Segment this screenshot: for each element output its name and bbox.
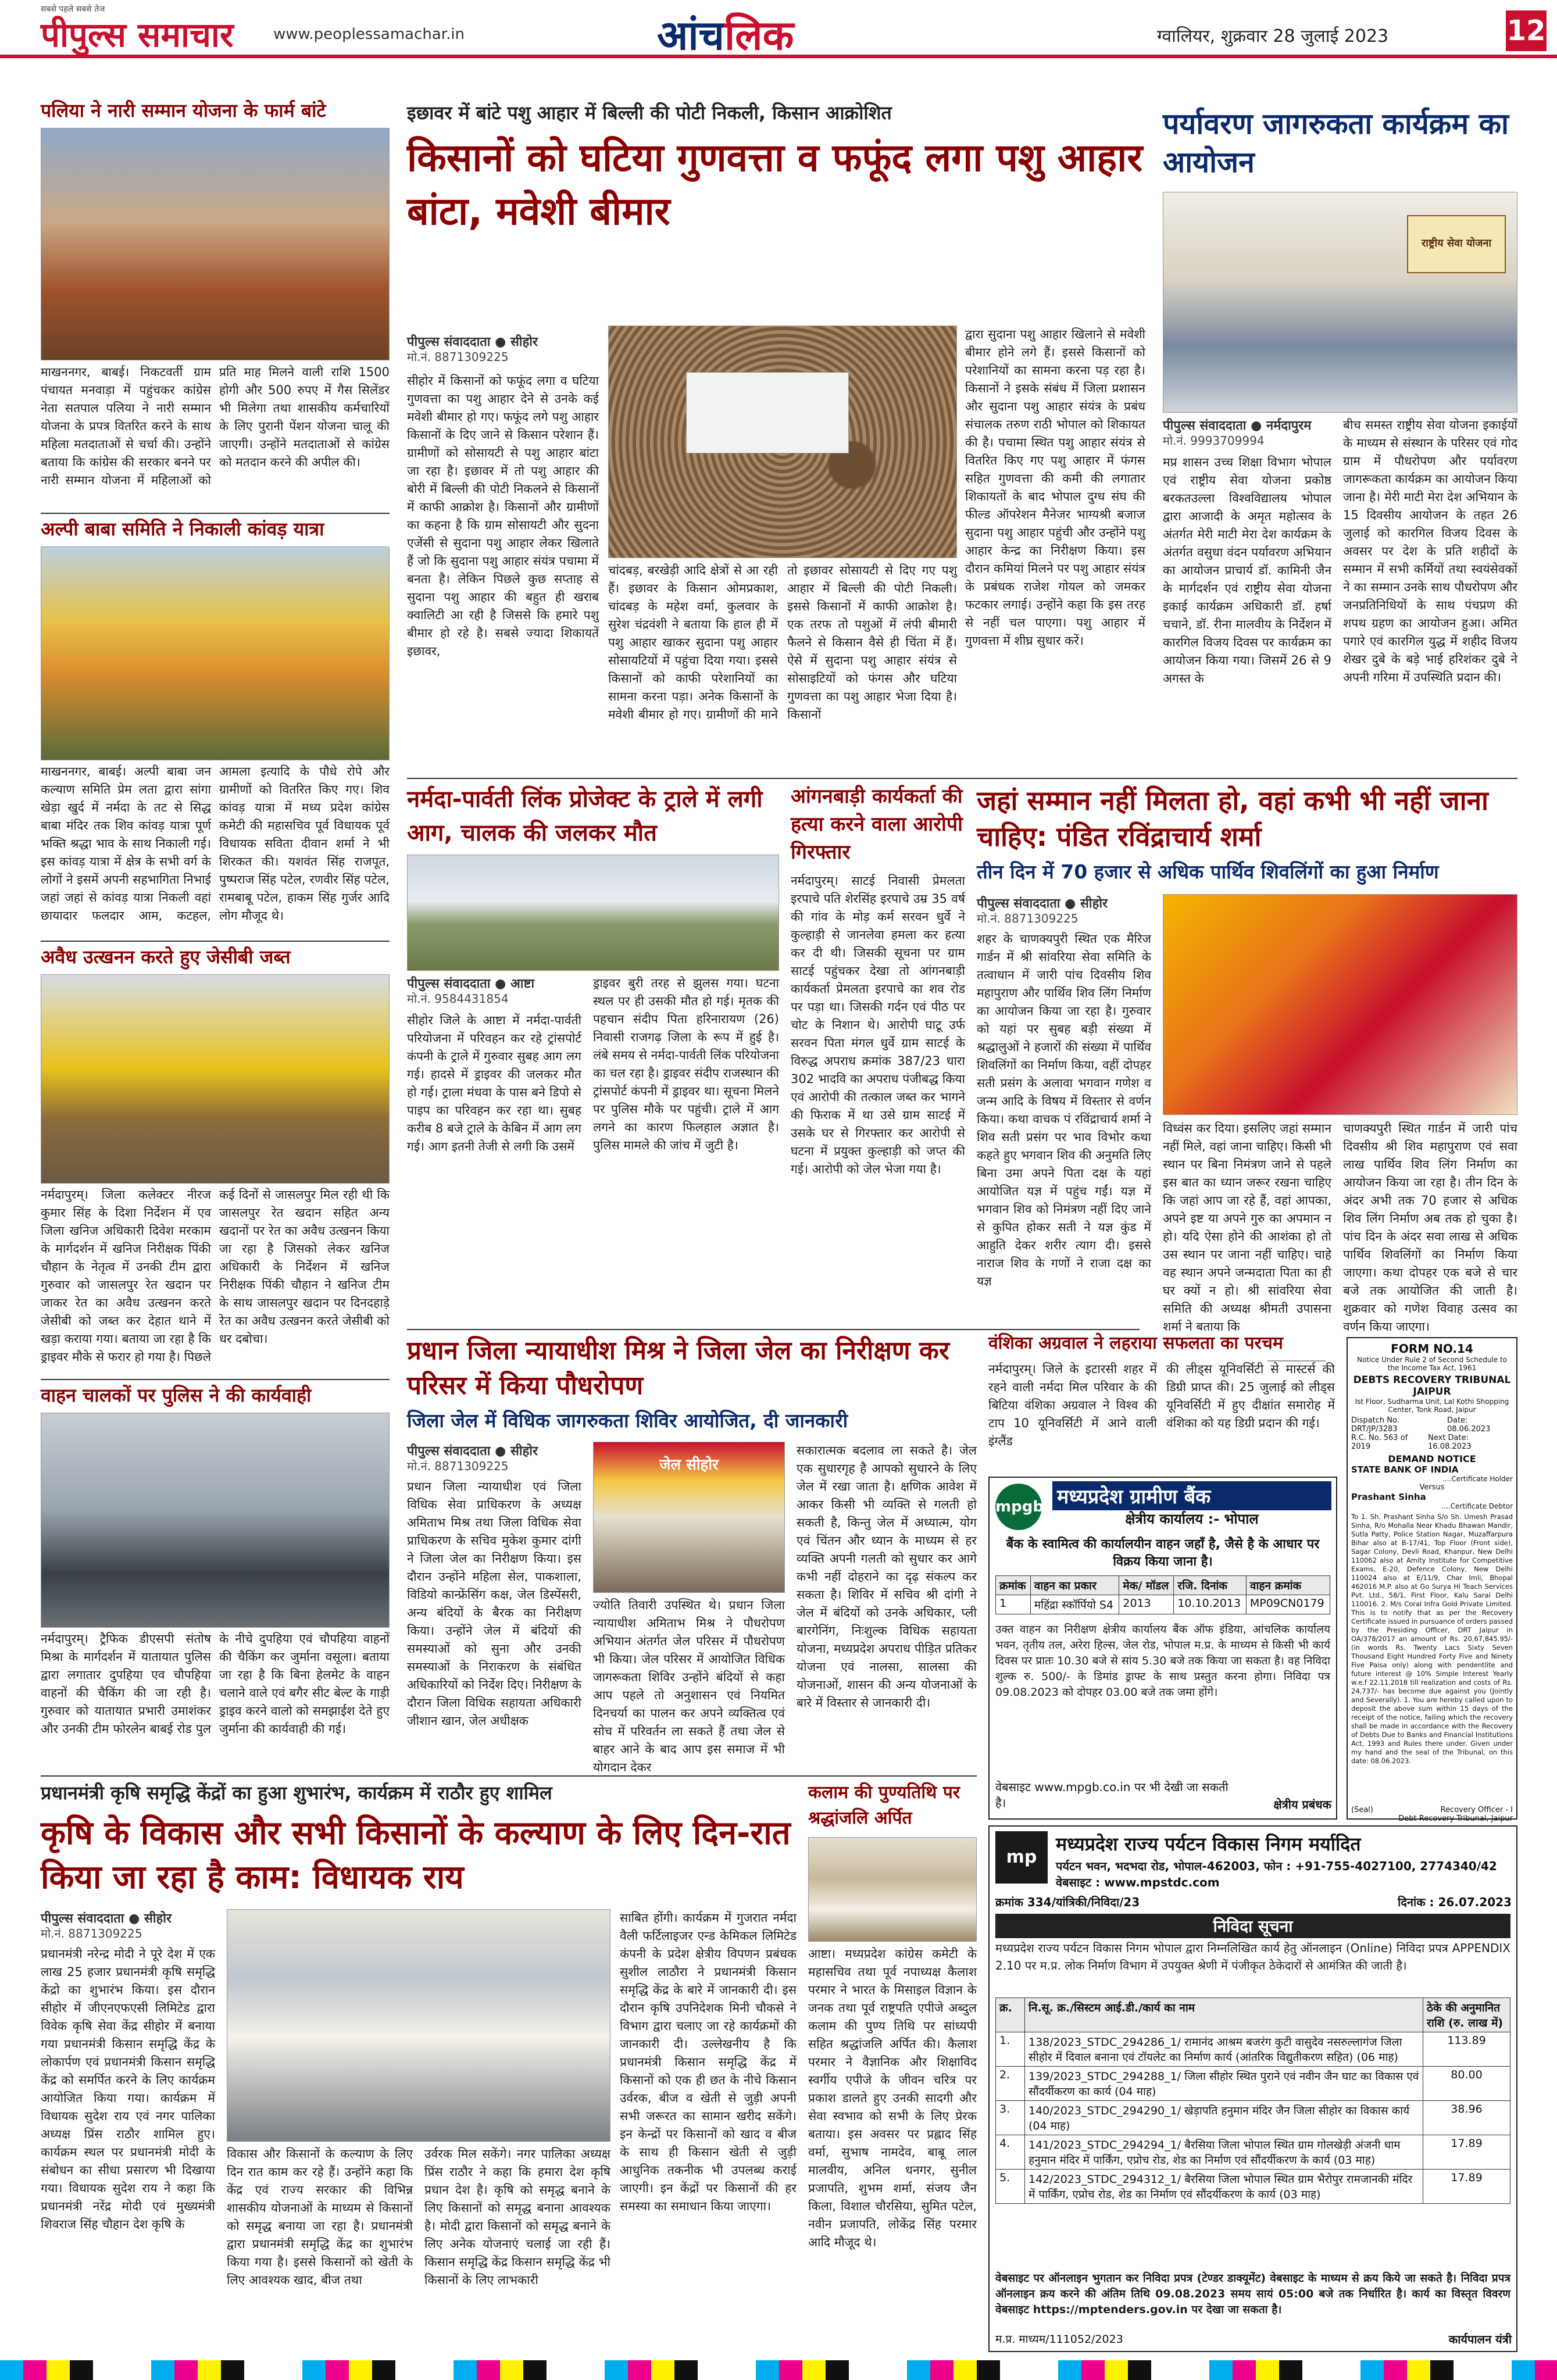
tourism-cell: 5. — [996, 2170, 1025, 2204]
photo-kalam-tribute — [808, 1837, 977, 1942]
tourism-mp: म.प्र. माध्यम/111052/2023 — [995, 2333, 1123, 2346]
subhead-shiv: तीन दिन में 70 हजार से अधिक पार्थिव शिवलिंगों का हुआ निर्माण — [977, 860, 1439, 883]
bank-col: क्रमांक — [996, 1576, 1031, 1595]
drt-dispatch: Dispatch No. DRT/JP/3283 — [1351, 1416, 1399, 1434]
tourism-col: क्र. — [996, 1998, 1025, 2032]
bank-col: मेक/ मॉडल — [1119, 1576, 1174, 1595]
divider — [41, 513, 390, 514]
tourism-col: ठेके की अनुमानित राशि (रु. लाख में) — [1423, 1998, 1510, 2032]
tourism-notice-title: निविदा सूचना — [995, 1914, 1510, 1938]
body-main-3: द्वारा सुदाना पशु आहार खिलाने से मवेशी बीमार होने लगे हैं। इससे किसानों को परेशानियों का सामना करना पड़ रहा है। किसानों ने इसके संबंध में जिला प्रशासन और सुदाना पशु आहार संयंत्र के प्रबंध संचालक तरुण राठी भोपाल को शिकायत की है। पचामा स्थित पशु आहार संयंत्र से वितरित किए गए पशु आहार में फंगस सहित गुणवत्ता की कमी की लगातार शिकायतों के बाद भोपाल दुग्ध संघ की फील्ड ऑपरेशन मैनेजर भाग्यश्री बजाज सुदाना पशु आहार पहुंची और उन्होंने पशु आहार केन्द्र का निरीक्षण किया। इस दौरान कमियां मिलने पर पशु आहार संयंत्र के प्रबंधक राजेश गोयल को जमकर फटकार लगाई। उन्होंने कहा कि इस तरह से नहीं चल पाएगा। पशु आहार में गुणवत्ता में शीघ्र सुधार करें। — [965, 327, 1145, 648]
bank-col: वाहन का प्रकार — [1030, 1576, 1119, 1595]
mobile-env: मो.नं. 9993709994 — [1163, 434, 1265, 448]
headline-s1: पलिया ने नारी सम्मान योजना के फार्म बांटे — [41, 99, 326, 121]
bank-subtitle: क्षेत्रीय कार्यालय :- भोपाल — [1125, 1511, 1259, 1527]
table-row — [996, 2032, 1510, 2067]
body-kalam: आष्टा। मध्यप्रदेश कांग्रेस कमेटी के महासचिव तथा पूर्व नपाध्यक्ष कैलाश परमार ने भारत के मिसाइल विज्ञान के जनक तथा पूर्व राष्ट्रपति एपीजे अब्दुल कलाम की पुण्य तिथि पर सांध्यपी सहित श्रद्धांजलि अर्पित की। कैलाश परमार ने वैज्ञानिक और शिक्षाविद स्वर्गीय एपीजे के जीवन चरित्र पर प्रकाश डालते हुए उनकी सादगी और सेवा स्वभाव को सभी के लिए प्रेरक बताया। इस अवसर पर प्रह्लाद सिंह वर्मा, सुभाष नामदेव, बाबू लाल मालवीय, अनिल धनगर, सुनील प्रजापति, शुभम शर्मा, संजय जैन किला, विशाल चौरसिया, सुमित पटेल, नवीन प्रजापति, लोकेंद्र सिंह परमार आदि मौजूद थे। — [808, 1947, 977, 2249]
drt-demand: DEMAND NOTICE — [1388, 1453, 1476, 1464]
drt-body: To 1. Sh. Prashant Sinha S/o Sh. Umesh Prasad Sinha, R/o Mohalla Near Khadu Bhawan Mandir, Sutla Patty, Police Station Nagar, Muzaffarpura Bihar also at B-17/41, Top Floor (Front side), Sagar Colony, Devli Road, Khanpur, New Delhi 110062 also at Amity Institute for Competitive Exams, E-20, Defence Colony, New Delhi 110024 also at E/11/9, Char Imli, Bhopal 462016 M.P. also at Go Surya Hi Teach Services Pvt. Ltd., 58/1, First Floor, Kalu Sarai Delhi 110016. 2. M/s Coral Infra Gold Private Limited. This is to notify that as per the Recovery Certificate issued in pursuance of orders passed by the Presiding Officer, DRT Jaipur in OA/378/2017 an amount of Rs. 20,67,845.95/- (in words Rs. Twenty Lacs Sixty Seven Thousand Eight Hundred Forty Five and Ninety Five Paisa only) along with pendentlite and future interest @ 10% Simple Interest Yearly w.e.f 22.11.2018 till realization and costs of Rs. 24,737/- has become due against you (Jointly and Severally). 1. You are hereby called upon to deposit the above sum within 15 days of the receipt of the notice, failing which the recovery shall be made in accordance with the Recovery of Debts Due to Banks and Financial Institutions Act, 1993 and Rules there under. Given under my hand and the seal of the Tribunal, on this date: 08.06.2023. — [1351, 1513, 1513, 1765]
byline-env: पीपुल्स संवाददाता ● नर्मदापुरम — [1163, 419, 1312, 433]
bank-footer: वेबसाइट www.mpgb.co.in पर भी देखी जा सकती है। — [995, 1780, 1229, 1810]
drt-certholder: ....Certificate Holder — [1442, 1475, 1513, 1483]
body-anganwadi: नर्मदापुरम्। साटई निवासी प्रेमलता इरपाचे पति शेरसिंह इरपाचे उम्र 35 वर्ष की गांव के मोड़ कर्म सरवन धुर्वे ने कुल्हाड़ी से जानलेवा हमला कर हत्या कर दी थी। जिसकी सूचना पर ग्राम साटई पहुंचकर देखा तो आंगनबाड़ी कार्यकर्ता प्रेमलता इरपाचे का शव रोड पर पड़ा था। जिसकी गर्दन एवं पीठ पर चोट के निशान थे। आरोपी घाटू उर्फ सरवन पिता मंगल धुर्वे ग्राम साटई के विरुद्ध अपराध क्रमांक 387/23 धारा 302 भादवि का अपराध पंजीबद्ध किया एवं आरोपी की तत्काल जब्त कर भागने की फिराक में था उसे ग्राम साटई में उसके घर से गिरफ्तार कर आरोपी से घटना में प्रयुक्त कुल्हाड़ी को जप्त की गई। आरोपी को जेल भेजा गया है। — [791, 874, 965, 1176]
headline-kalam: कलाम की पुण्यतिथि पर श्रद्धांजलि अर्पित — [808, 1782, 960, 1828]
headline-s3: अवैध उत्खनन करते हुए जेसीबी जब्त — [41, 946, 291, 968]
mobile-canal: मो.नं. 9584431854 — [407, 992, 509, 1006]
body-vanshika-2: की लीड्स यूनिवर्सिटी से मास्टर्स की डिग्री प्राप्त की। 25 जुलाई को लीड्स यूनिवर्सिटी में हुए दीक्षांत समारोह में वंशिका को यह डिग्री प्रदान की गई। — [1166, 1362, 1335, 1430]
mobile-court: मो.नं. 8871309225 — [407, 1459, 509, 1473]
tourism-ref: क्रमांक 334/यांत्रिकी/निविदा/23 — [995, 1895, 1140, 1909]
body-shiv-2: विध्वंस कर दिया। इसलिए जहां सम्मान नहीं मिले, वहां जाना चाहिए। किसी भी स्थान पर बिना निमंत्रण जाने से पहले इस बात का ध्यान जरूर रखना चाहिए कि जहां आप जा रहे हैं, वहां आपका, अपने इष्ट या अपने गुरु का अपमान न हो। यदि ऐसा होने की आशंका हो तो उस स्थान पर जाना नहीं चाहिए। चाहे वह स्थान अपने जन्मदाता पिता का ही घर क्यों न हो। श्री सांवरिया सेवा समिति की अध्यक्ष श्रीमती उपासना शर्मा ने बताया कि — [1163, 1121, 1331, 1334]
body-main-2: चांदबड़, बरखेड़ी आदि क्षेत्रों से आ रही हैं। इछावर के किसान ओमप्रकाश, चांदबड़ के महेश वर्मा, कुलवार के सुरेश चंद्रवंशी ने बताया कि हाल ही में पशु आहार खाकर सुदाना पशु आहार सोसायटियों में पहुंचा दिया गया। इससे किसानों को काफी परेशानियों का सामना करना पड़ा। अनेक किसानों के मवेशी बीमार हो गए। ग्रामीणों की माने तो इछावर सोसायटी से दिए गए पशु आहार में बिल्ली की पोटी निकली। इससे किसानों में काफी आक्रोश है। एक तरफ तो पशुओं में लंपी बीमारी फैलने से किसान वैसे ही चिंता में हैं। ऐसे में सुदाना पशु आहार संयंत्र से सोसाइटियों को फंगस और घटिया गुणवत्ता का पशु आहार भेजा दिया है। किसानों — [608, 563, 957, 721]
photo-kanwar-yatra — [41, 546, 390, 760]
body-court-1: प्रधान जिला न्यायाधीश एवं जिला विधिक सेवा प्राधिकरण के अध्यक्ष अमिताभ मिश्र तथा जिला विधिक सेवा प्राधिकरण के सचिव मुकेश कुमार दांगी ने जिला जेल का निरीक्षण किया। इस दौरान उन्होंने महिला सेल, पाकशाला, विडियो कान्फ्रेंसिंग कक्ष, जेल डिस्पेंसरी, अन्य बंदियों के बैरक का निरीक्षण किया। उन्होंने जेल में बंदियों की समस्याओं को सुना और उनकी समस्याओं के निराकरण के संबंधित अधिकारियों को निर्देश दिए। निरीक्षण के दौरान जिला विधिक सहायता अधिकारी जीशान खान, जेल अधीक्षक — [407, 1480, 581, 1728]
dateline: ग्वालियर, शुक्रवार 28 जुलाई 2023 — [1157, 26, 1389, 47]
photo-jcb-seized — [41, 974, 390, 1184]
tourism-cell: 3. — [996, 2101, 1025, 2135]
tourism-cell: 140/2023_STDC_294290_1/ खेड़ापति हनुमान मंदिर जैन जिला सीहोर का विकास कार्य (04 माह) — [1025, 2101, 1423, 2135]
body-s2: माखननगर, बाबई। अल्पी बाबा जन कल्याण समिति प्रेम लता द्वारा सांगा खेड़ा खुर्द में नर्मदा के तट से सिद्ध बाबा मंदिर तक शिव कांवड़ यात्रा पूर्ण भक्ति श्रद्धा भाव के साथ निकाली गई। इस कांवड़ यात्रा में क्षेत्र के सभी वर्ग के लोगों ने इसमें अपनी सहभागिता निभाई जहां जहां से कांवड़ यात्रा निकली वहां छायादार फलदार आम, कटहल, आमला इत्यादि के पौधे रोपे और ग्रामीणों को वितरित किए गए। शिव कांवड़ यात्रा में मध्य प्रदेश कांग्रेस कमेटी की महासचिव पूर्व विधायक पूर्व विधायक सविता दीवान शर्मा ने भी शिरकत की। यशवंत सिंह राजपूत, पुष्पराज सिंह पटेल, रणवीर सिंह पटेल, रामबाबू पटेल, हाकम सिंह गुर्जर आदि लोग मौजूद थे। — [41, 764, 390, 923]
page-number: 12 — [1506, 10, 1547, 51]
section-title-b: लिक — [724, 12, 794, 59]
tourism-cell: 2. — [996, 2067, 1025, 2101]
tourism-table — [995, 1997, 1510, 2204]
drt-date: Date: 08.06.2023 — [1447, 1416, 1491, 1434]
drt-form: FORM NO.14 — [1391, 1342, 1473, 1356]
divider — [407, 778, 1517, 779]
drt-office: Debt Recovery Tribunal, Jaipur — [1398, 1814, 1513, 1823]
subhead-court: जिला जेल में विधिक जागरुकता शिविर आयोजित, दी जानकारी — [407, 1409, 848, 1432]
body-krishi-3: उर्वरक मिल सकेंगे। नगर पालिका अध्यक्ष प्रिंस राठौर ने कहा कि हमारा देश कृषि प्रधान देश है। कृषि को समृद्ध बनाने के लिए किसानों को समृद्ध बनाना आवश्यक है। मोदी द्वारा किसानों को समृद्ध बनाने के लिए अनेक योजनाएं चलाई जा रही हैं। किसान समृद्धि केंद्र किसान समृद्धि केंद्र भी किसानों के लिए लाभकारी — [424, 2147, 610, 2287]
bank-title: मध्यप्रदेश ग्रामीण बैंक — [1052, 1481, 1331, 1510]
headline-s4: वाहन चालकों पर पुलिस ने की कार्यवाही — [41, 1384, 312, 1406]
tourism-cell: 139/2023_STDC_294288_1/ जिला सीहोर स्थित पुराने एवं नवीन जैन घाट का विकास एवं सौंदर्यीकरण का कार्य (04 माह) — [1025, 2067, 1423, 2101]
website-link[interactable]: www.peoplessamachar.in — [273, 26, 465, 43]
drt-rc: R.C. No. 563 of 2019 — [1351, 1434, 1408, 1451]
drt-debtor: Prashant Sinha — [1351, 1492, 1426, 1502]
bank-cell: महिंद्रा स्कॉर्पियो S4 — [1030, 1595, 1119, 1614]
table-row — [996, 2101, 1510, 2135]
drt-sign: Recovery Officer - I — [1440, 1806, 1513, 1814]
masthead-tagline: सबसे पहले सबसे तेज — [41, 5, 105, 14]
table-row — [996, 2067, 1510, 2101]
tourism-cell: 4. — [996, 2135, 1025, 2170]
kicker-main: इछावर में बांटे पशु आहार में बिल्ली की पोटी निकली, किसान आक्रोशित — [407, 102, 892, 124]
headline-s2: अल्पी बाबा समिति ने निकाली कांवड़ यात्रा — [41, 518, 324, 540]
tourism-website[interactable]: वेबसाइट : www.mpstdc.com — [1056, 1875, 1220, 1889]
masthead: पीपुल्स समाचार — [41, 15, 234, 55]
byline-krishi: पीपुल्स संवाददाता ● सीहोर — [41, 1911, 172, 1926]
body-shiv-1: शहर के चाणक्यपुरी स्थित एक मैरिज गार्डन में श्री सांवरिया सेवा समिति के तत्वाधान में जारी पांच दिवसीय शिव महापुराण और पार्थिव शिव लिंग निर्माण का आयोजन किया जा रहा है। गुरुवार को यहां पर सुबह बड़ी संख्या में श्रद्धालुओं ने हजारों की संख्या में पार्थिव शिवलिंगों का निर्माण किया, वहीं दोपहर सती प्रसंग के अलावा भगवान गणेश व जन्म आदि के विषय में विस्तार से वर्णन किया। कथा वाचक पं रविंद्राचार्य शर्मा ने शिव सती प्रसंग पर भाव विभोर कथा कहते हुए भगवान शिव की अनुमति लिए बिना उमा अपने पिता दक्ष के यहां आयोजित यज्ञ में पहुंच गईं। यज्ञ में भगवान शिव को निमंत्रण नहीं दिए जाने से कुपित होकर सती ने यज्ञ कुंड में आहुति देकर शरीर त्याग दी। इससे नाराज शिव के गणों ने राजा दक्ष का यज्ञ — [977, 932, 1151, 1288]
tourism-cell: 80.00 — [1423, 2067, 1510, 2101]
photo-burnt-truck — [407, 855, 779, 971]
body-main-1: सीहोर में किसानों को फफूंद लगा व घटिया गुणवत्ता का पशु आहार देने से उनके कई मवेशी बीमार हो गए। फफूंद लगे पशु आहार किसानों के दिए जाने से किसान परेशान हैं। ग्रामीणों को सोसायटी से पशु आहार बांटा जा रहा है। इछावर में तो पशु आहार की बोरी में बिल्ली की पोटी निकलने से किसानों में काफी आक्रोश है। किसानों और ग्रामीणों का कहना है कि ग्राम सोसायटी और सुदना एजेंसी से सुदाना पशु आहार लेकर खिलाते हैं जो कि सुदाना पशु आहार संयंत्र पचामा में बनता है। लेकिन पिछले कुछ सप्ताह से सुदाना पशु आहार की बहुत ही खराब क्वालिटी आ रही है जिससे कि हमारे पशु बीमार हो रहे है। सबसे ज्यादा शिकायतें इछावर, — [407, 374, 599, 658]
tourism-cell: 17.89 — [1423, 2135, 1510, 2170]
tourism-cell: 38.96 — [1423, 2101, 1510, 2135]
headline-env: पर्यावरण जागरुकता कार्यक्रम का आयोजन — [1163, 107, 1509, 179]
bank-cell: 2013 — [1119, 1595, 1174, 1614]
drt-seal: (Seal) — [1351, 1806, 1373, 1814]
bank-cell: 1 — [996, 1595, 1031, 1614]
headline-canal: नर्मदा-पार्वती लिंक प्रोजेक्ट के ट्राले में लगी आग, चालक की जलकर मौत — [407, 786, 763, 846]
body-krishi-4: साबित होंगी। कार्यक्रम में गुजरात नर्मदा वैली फर्टिलाइजर एन्ड केमिकल लिमिटेड कंपनी के प्रदेश क्षेत्रीय विपणन प्रबंधक सुशील लाठौरा ने प्रधानमंत्री किसान समृद्धि केंद्र के बारे में जानकारी दी। इस दौरान कृषि उपनिदेशक मिनी चौकसे ने विभाग द्वारा चलाए जा रहे कार्यक्रमों की जानकारी दी। उल्लेखनीय है कि प्रधानमंत्री किसान समृद्धि केंद्र में किसानों को एक ही छत के नीचे किसान उर्वरक, बीज व खेती से जुड़ी अपनी सभी जरूरत का सामान खरीद सकेंगे। इन केन्द्रों पर किसानों को खाद व बीज के साथ ही किसान खेती से जुड़ी आधुनिक तकनीक भी उपलब्ध कराई जाएगी। इन केंद्रों पर किसानों की हर समस्या का समाधान किया जाएगा। — [620, 1911, 797, 2213]
divider — [407, 1329, 1140, 1330]
body-shiv-3: चाणक्यपुरी स्थित गार्डन में जारी पांच दिवसीय श्री शिव महापुराण एवं सवा लाख पार्थिव शिव लिंग निर्माण का आयोजन किया जा रहा है। तीन दिन के अंदर अभी तक 70 हजार से अधिक शिव लिंग निर्माण अब तक हो चुका है। पांच दिन के अंदर सवा लाख से अधिक पार्थिव शिवलिंगों का निर्माण किया जाएगा। कथा दोपहर एक बजे से चार बजे तक आयोजित की जाती है। शुक्रवार को गणेश विवाह उत्सव का वर्णन किया जाएगा। — [1343, 1121, 1517, 1334]
byline-shiv: पीपुल्स संवाददाता ● सीहोर — [977, 896, 1108, 911]
photo-krishi-event — [227, 1909, 610, 2142]
tourism-cell: 138/2023_STDC_294286_1/ रामानंद आश्रम बजरंग कुटी वासुदेव नसरुल्लागंज जिला सीहोर में दिवाल बनाना एवं टॉयलेट का निर्माण कार्य (आंतरिक विद्युतीकरण सहित) (06 माह) — [1025, 2032, 1423, 2067]
photo-women-gathering — [41, 128, 390, 360]
bank-table — [995, 1575, 1330, 1614]
tourism-cell: 141/2023_STDC_294294_1/ बैरसिया जिला भोपाल स्थित ग्राम गोलखेड़ी अंजनी धाम हनुमान मंदिर में पार्किंग, एप्रोच रोड, शेड का निर्माण एवं सौंदर्यीकरण के कार्य (03 माह) — [1025, 2135, 1423, 2170]
table-row — [996, 2170, 1510, 2204]
body-s1: माखननगर, बाबई। निकटवर्ती ग्राम पंचायत मनवाड़ा में पहुंचकर कांग्रेस नेता सतपाल पलिया ने नारी सम्मान योजना के प्रपत्र वितरित करने के साथ महिला मतदाताओं से चर्चा की। उन्होंने बताया कि कांग्रेस की सरकार बनने पर नारी सम्मान योजना में महिलाओं को प्रति माह मिलने वाली राशि 1500 होगी और 500 रुपए में गैस सिलेंडर भी मिलेगा तथा शासकीय कर्मचारियों के लिए पुरानी पेंशन योजना चालू की जाएगी। उन्होंने मतदाताओं से कांग्रेस को मतदान करने की अपील की। — [41, 365, 390, 487]
drt-sub: Notice Under Rule 2 of Second Schedule to the Income Tax Act, 1961 — [1356, 1356, 1508, 1372]
byline-canal: पीपुल्स संवाददाता ● आष्टा — [407, 977, 535, 991]
tourism-footer: वेबसाइट पर ऑनलाइन भुगतान कर निविदा प्रपत्र (टेण्डर डाक्यूमेंट) वेबसाइट के माध्यम से क्रय किये जा सकते है। निविदा प्रपत्र ऑनलाइन क्रय करने की अंतिम तिथि 09.08.2023 समय सायं 05:00 बजे तक निर्धारित है। कार्य का विस्तृत विवरण वेबसाइट https://mptenders.gov.in पर देखा जा सकता है। — [995, 2272, 1510, 2316]
bank-body: उक्त वाहन का निरीक्षण क्षेत्रीय कार्यालय बैंक ऑफ इंडिया, आंचलिक कार्यालय भवन, तृतीय तल, अरेरा हिल्स, जेल रोड, भोपाल म.प्र. के माध्यम से किसी भी कार्य दिवस पर प्रातः 10.30 बजे से सांय 5.30 बजे तक किया जा सकता है। वह निविदा शुल्क रु. 500/- के डिमांड ड्राफ्ट के साथ प्रस्तुत करना होगा। निविदा पत्र 09.08.2023 को दोपहर 03.00 बजे तक जमा होंगे। — [995, 1623, 1330, 1699]
jail-banner: जेल सीहोर — [659, 1456, 719, 1474]
body-s3: नर्मदापुरम्। जिला कलेक्टर नीरज कुमार सिंह के दिशा निर्देशन में एव जिला खनिज अधिकारी दिवेश मरकाम के मार्गदर्शन में खनिज निरीक्षक पिंकी चौहान के नेतृत्व में उनकी टीम द्वारा गुरुवार को जासलपुर रेत खदान पर जाकर रेत का अवैध उत्खनन करते जेसीबी को जब्त कर देहात थाने में खड़ा कराया गया। बताया जा रहा है कि ड्राइवर मौके से फरार हो गया है। पिछले कई दिनों से जासलपुर मिल रही थी कि जासलपुर रेत खदान सहित अन्य खदानों पर रेत का अवैध उत्खनन किया जा रहा है जिसको लेकर खनिज अधिकारी के निर्देशन में खनिज निरीक्षक पिंकी चौहान ने खनिज टीम के साथ जासलपुर खदान पर दिनदहाड़े रेत का अवैध उत्खनन करते जेसीबी को धर दबोचा। — [41, 1188, 390, 1364]
tourism-address: पर्यटन भवन, भदभदा रोड, भोपाल-462003, फोन : +91-755-4027100, 2774340/42 — [1056, 1859, 1497, 1873]
headline-krishi: कृषि के विकास और सभी किसानों के कल्याण के लिए दिन-रात किया जा रहा है काम: विधायक राय — [41, 1814, 791, 1896]
photo-traffic-check — [41, 1413, 390, 1628]
bank-sign: क्षेत्रीय प्रबंधक — [1273, 1797, 1331, 1811]
bank-cell: MP09CN0179 — [1246, 1595, 1330, 1614]
body-krishi-2: विकास और किसानों के कल्याण के लिए दिन रात काम कर रहे हैं। उन्होंने कहा कि केंद्र एवं राज्य सरकार की विभिन्न शासकीय योजनाओं के माध्यम से किसानों को समृद्ध बनाया जा रहा है। प्रधानमंत्री द्वारा प्रधानमंत्री समृद्धि केंद्र का शुभारंभ किया गया है। इससे किसानों को खेती के लिए आवश्यक खाद, बीज तथा — [227, 2147, 413, 2287]
headline-anganwadi: आंगनबाड़ी कार्यकर्ता की हत्या करने वाला आरोपी गिरफ्तार — [791, 785, 963, 864]
drt-title: DEBTS RECOVERY TRIBUNAL JAIPUR — [1353, 1374, 1511, 1398]
print-color-bar — [0, 2360, 1557, 2380]
bank-cell: 10.10.2013 — [1174, 1595, 1247, 1614]
divider — [41, 941, 390, 942]
tourism-date: दिनांक : 26.07.2023 — [1398, 1895, 1512, 1909]
section-title-a: आंच — [657, 12, 724, 59]
nss-banner: राष्ट्रीय सेवा योजना — [1407, 215, 1506, 273]
tourism-cell: 142/2023_STDC_294312_1/ बैरसिया जिला भोपाल स्थित ग्राम भैरोपुर रामजानकी मंदिर में पार्किंग, एप्रोच रोड, शेड का निर्माण एवं सौंदर्यीकरण के कार्य (03 माह) — [1025, 2170, 1423, 2204]
bank-notice: बैंक के स्वामित्व की कार्यालयीन वाहन जहाँ है, जैसे है के आधार पर विक्रय किया जाना है। — [1006, 1537, 1320, 1569]
body-s4: नर्मदापुरम्। ट्रैफिक डीएसपी संतोष मिश्रा के मार्गदर्शन में यातायात पुलिस द्वारा लगातार दुपहिया एव चौपहिया वाहनों की चैकिंग की जा रही है। गुरुवार को यातायात प्रभारी उमाशंकर और उनकी टीम फोरलेन बाबई रोड पुल के नीचे दुपहिया एवं चौपहिया वाहनों की चैकिंग कर जुर्माना वसूला। बताया जा रहा है कि बिना हेलमेट के वाहन चलाने वाले एवं बगैर सीट बेल्ट के गाड़ी ड्राइव करने वालो को समझाईश देते हुए जुर्माना की कार्यवाही की गई। — [41, 1632, 390, 1736]
bank-logo: mpgb — [995, 1484, 1042, 1530]
body-vanshika-1: नर्मदापुरम्। जिले के इटारसी शहर में रहने वाली नर्मदा मिल परिवार के की बिटिया वंशिका अग्रवाल ने विश्व की टाप 10 यूनिवर्सिटी में आने वाली इंग्लैंड — [988, 1362, 1157, 1448]
drt-bank: STATE BANK OF INDIA — [1351, 1464, 1459, 1475]
tourism-intro: मध्यप्रदेश राज्य पर्यटन विकास निगम भोपाल द्वारा निम्नलिखित कार्य हेतु ऑनलाइन (Online) निविदा प्रपत्र APPENDIX 2.10 पर म.प्र. लोक निर्माण विभाग में उपयुक्त श्रेणी में पंजीकृत ठेकेदारों से आमंत्रित की जाती है। — [995, 1941, 1510, 1972]
photo-pandit-katha — [1163, 894, 1517, 1115]
tourism-cell: 1. — [996, 2032, 1025, 2067]
tourism-cell: 113.89 — [1423, 2032, 1510, 2067]
tourism-col: नि.सू. क्र./सिस्टम आई.डी./कार्य का नाम — [1025, 1998, 1423, 2032]
body-court-2: ज्योति तिवारी उपस्थित थे। प्रधान जिला न्यायाधीश अमिताभ मिश्र ने पौधरोपण अभियान अंतर्गत जेल परिसर में पौधरोपण भी किया। जेल परिसर में आयोजित विधिक जागरूकता शिविर उन्होंने बंदियों से कहा आप पहले तो अनुशासन एवं नियमित दिनचर्या का पालन कर अपने व्यक्तित्व एवं सोच में परिवर्तन ला सकते हैं तथा जेल से बाहर आने के बाद आप इस समाज में भी योगदान देकर — [593, 1598, 785, 1774]
bank-col: रजि. दिनांक — [1174, 1576, 1247, 1595]
drt-next: Next Date: 16.08.2023 — [1428, 1434, 1472, 1451]
section-title — [657, 6, 794, 62]
drt-versus: Versus — [1419, 1483, 1445, 1492]
byline-court: पीपुल्स संवाददाता ● सीहोर — [407, 1444, 538, 1459]
bank-col: वाहन क्रमांक — [1246, 1576, 1330, 1595]
body-krishi-1: प्रधानमंत्री नरेन्द्र मोदी ने पूरे देश में एक लाख 25 हजार प्रधानमंत्री कृषि समृद्धि केंद्रो का शुभारंभ किया। इस दौरान सीहोर में जीएनएफएसी लिमिटेड द्वारा विवेक कृषि सेवा केंद्र सीहोर में बनाया गया प्रधानमंत्री किसान समृद्धि केंद्र के लोकार्पण एवं प्रधानमंत्री किसान समृद्धि केंद्र को समर्पित करने के लिए कार्यक्रम आयोजित किया गया। कार्यक्रम में विधायक सुदेश राय एवं नगर पालिका अध्यक्ष प्रिंस राठौर शामिल हुए। कार्यक्रम स्थल पर प्रधानमंत्री मोदी के संबोधन का सीधा प्रसारण भी दिखाया गया। विधायक सुदेश राय ने कहा कि प्रधानमंत्री नरेंद्र मोदी एवं मुख्यमंत्री शिवराज सिंह चौहान देश कृषि के — [41, 1947, 215, 2231]
body-env-2: बीच समस्त राष्ट्रीय सेवा योजना इकाईयों के माध्यम से संस्थान के परिसर एवं गोद ग्राम में पौधरोपण और पर्यावरण जागरूकता कार्यक्रम का आयोजन किया जाना है। मेरी माटी मेरा देश अभियान के 15 दिवसीय आयोजन के तहत 26 जुलाई को कारगिल विजय दिवस के अवसर पर देश के प्रति शहीदों के सम्मान में सभी कर्मियों तथा स्वयंसेवकों ने का सम्मान उनके साथ पौधरोपण और जनप्रतिनिधियों के साथ पंचप्रण की शपथ ग्रहण का आयोजन हुआ। अमित पगारे एवं कारगिल युद्ध में शहीद विजय शेखर दुबे के बड़े भाई हरिशंकर दुबे ने अपनी गरिमा में उपस्थिति प्रदान की। — [1343, 418, 1517, 684]
mobile-shiv: मो.नं. 8871309225 — [977, 912, 1079, 925]
byline-main: पीपुल्स संवाददाता ● सीहोर — [407, 335, 538, 349]
drt-notice — [1347, 1337, 1517, 1823]
mobile-main: मो.नं. 8871309225 — [407, 350, 509, 364]
mp-tourism-logo: mp — [995, 1831, 1048, 1884]
body-env-1: मप्र शासन उच्च शिक्षा विभाग भोपाल एवं राष्ट्रीय सेवा योजना प्रकोष्ठ बरकतउल्ला विश्वविद्यालय भोपाल द्वारा आजादी के अमृत महोत्सव के अंतर्गत मेरी माटी मेरा देश कार्यक्रम के अंतर्गत वसुधा वंदन पर्यावरण अभियान का आयोजन प्राचार्य डॉ. कामिनी जैन के मार्गदर्शन एवं राष्ट्रीय सेवा योजना इकाई कार्यक्रम अधिकारी डॉ. हर्षा चचाने, डॉ. रीना मालवीय के निर्देशन में कारगिल विजय दिवस पर कार्यक्रम का आयोजन किया गया। जिसमें 26 से 9 अगस्त के — [1163, 455, 1331, 685]
kicker-krishi: प्रधानमंत्री कृषि समृद्धि केंद्रों का हुआ शुभारंभ, कार्यक्रम में राठौर हुए शामिल — [41, 1782, 552, 1804]
feed-label-card — [686, 372, 849, 453]
tourism-cell: 17.89 — [1423, 2170, 1510, 2204]
body-canal-1: सीहोर जिले के आष्टा में नर्मदा-पार्वती परियोजना में परिवहन कर रहे ट्रांसपोर्ट कंपनी के ट्राले में गुरुवार सुबह आग लग गई। हादसे में ड्राइवर की जलकर मौत हो गई। ट्राला मंधवा के पास बने डिपो से पाइप का परिवहन कर रहा था। सुबह करीब 8 बजे ट्राले के केबिन में आग लग गई। आग इतनी तेजी से लगी कि उसमें — [407, 1013, 581, 1153]
body-canal-2: ड्राइवर बुरी तरह से झुलस गया। घटना स्थल पर ही उसकी मौत हो गई। मृतक की पहचान संदीप पिता हरिनारायण (26) निवासी राजगढ़ जिला के रूप में हुई है। लंबे समय से नर्मदा-पार्वती लिंक परियोजना का चल रहा है। ड्राइवर संदीप राजस्थान की ट्रांसपोर्ट कंपनी में ड्राइवर था। सूचना मिलने पर पुलिस मौके पर पहुंची। ट्राले में आग लगने का कारण फिलहाल अज्ञात है। पुलिस मामले की जांच में जुटी है। — [593, 976, 779, 1152]
divider — [41, 1379, 390, 1380]
drt-address: Ist Floor, Sudharma Unit, Lal Kothi Shopping Center, Tonk Road, Jaipur — [1355, 1398, 1509, 1414]
tourism-sign: कार्यपालन यंत्री — [1448, 2332, 1512, 2346]
headline-shiv: जहां सम्मान नहीं मिलता हो, वहां कभी भी नहीं जाना चाहिए: पंडित रविंद्राचार्य शर्मा — [977, 785, 1488, 852]
headline-vanshika: वंशिका अग्रवाल ने लहराया सफलता का परचम — [988, 1333, 1283, 1353]
divider — [41, 1775, 977, 1777]
headline-court: प्रधान जिला न्यायाधीश मिश्र ने जिला जेल का निरीक्षण कर परिसर में किया पौधरोपण — [407, 1336, 949, 1400]
drt-cd: ....Certificate Debtor — [1441, 1502, 1513, 1510]
table-row — [996, 2135, 1510, 2170]
tourism-title: मध्यप्रदेश राज्य पर्यटन विकास निगम मर्यादित — [1056, 1833, 1361, 1855]
body-court-3: सकारात्मक बदलाव ला सकते है। जेल एक सुधारगृह है आपको सुधारने के लिए जेल में रखा जाता है। क्षणिक आवेश में आकर किसी भी व्यक्ति से गलती हो सकती है, किन्तु जेल में अध्यात्म, योग एवं चिंतन और ध्यान के माध्यम से हर व्यक्ति अपनी गलती को सुधार कर आगे कभी नहीं दोहराने का दृढ़ संकल्प कर सकता है। शिविर में सचिव श्री दांगी ने जेल में बंदियों को उनके अधिकार, प्ली बारगेनिंग, निःशुल्क विधिक सहायता योजना, मध्यप्रदेश अपराध पीड़ित प्रतिकर योजना एवं नालसा, सालसा की योजनाओं, शासन की अन्य योजनाओं के बारे में विस्तार से जानकारी दी। — [797, 1443, 977, 1710]
headline-main: किसानों को घटिया गुणवत्ता व फफूंद लगा पशु आहार बांटा, मवेशी बीमार — [407, 135, 1143, 234]
mobile-krishi: मो.नं. 8871309225 — [41, 1927, 142, 1941]
